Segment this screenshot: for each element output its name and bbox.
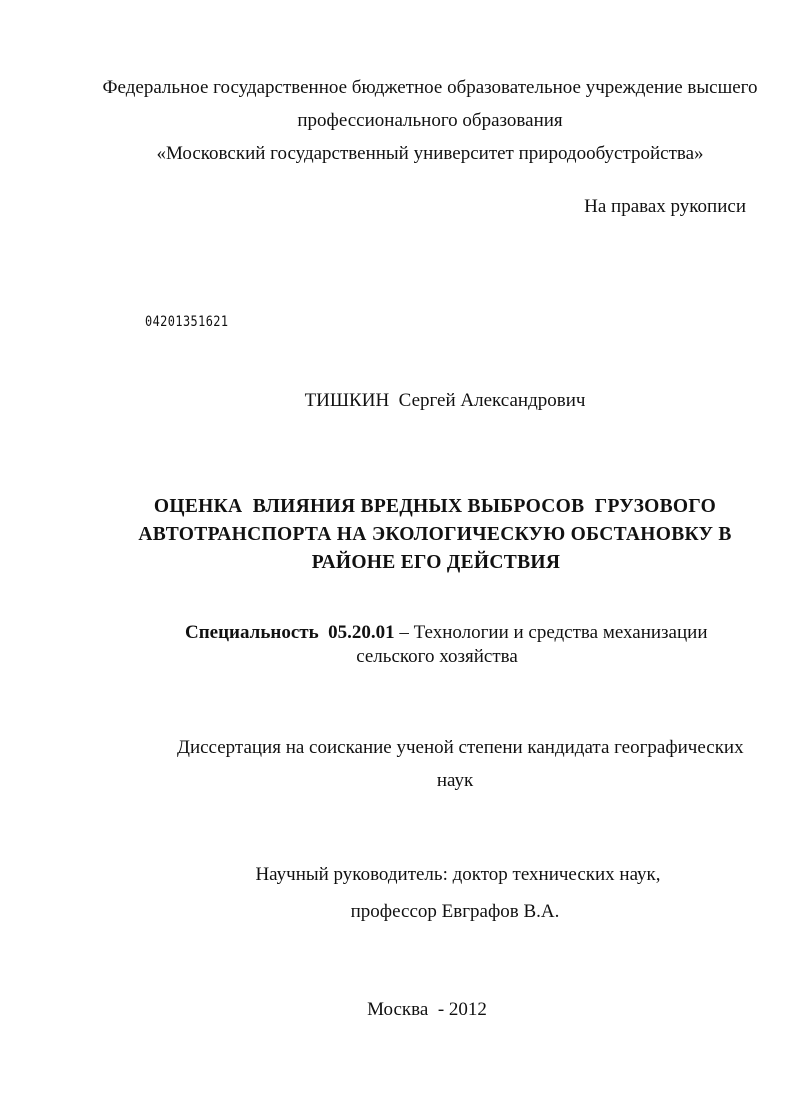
advisor-line-2: профессор Евграфов В.А. xyxy=(350,901,560,922)
institution-line-3: «Московский государственный университет природообустройства» xyxy=(156,143,704,164)
specialty-dash: – xyxy=(394,622,414,643)
specialty-name-line-2: сельского хозяйства xyxy=(356,646,518,667)
degree-line-1: Диссертация на соискание ученой степени кандидата географических xyxy=(177,737,744,758)
thesis-title-line-3: РАЙОНЕ ЕГО ДЕЙСТВИЯ xyxy=(311,552,561,573)
institution-line-1: Федеральное государственное бюджетное образовательное учреждение высшего xyxy=(102,77,758,98)
author-name: ТИШКИН Сергей Александрович xyxy=(304,390,586,411)
specialty-label: Специальность 05.20.01 xyxy=(185,622,395,643)
catalog-number: 04201351621 xyxy=(145,314,229,330)
thesis-title-line-2: АВТОТРАНСПОРТА НА ЭКОЛОГИЧЕСКУЮ ОБСТАНОВКУ В xyxy=(138,524,732,545)
thesis-title-line-1: ОЦЕНКА ВЛИЯНИЯ ВРЕДНЫХ ВЫБРОСОВ ГРУЗОВОГО xyxy=(153,496,717,517)
place-and-year: Москва - 2012 xyxy=(367,999,487,1020)
manuscript-note: На правах рукописи xyxy=(584,196,746,217)
specialty-line xyxy=(185,621,708,645)
degree-line-2: наук xyxy=(436,770,474,791)
specialty-name: Технологии и средства механизации xyxy=(413,622,708,643)
institution-line-2: профессионального образования xyxy=(297,110,563,131)
advisor-line-1: Научный руководитель: доктор технических наук, xyxy=(255,864,661,885)
